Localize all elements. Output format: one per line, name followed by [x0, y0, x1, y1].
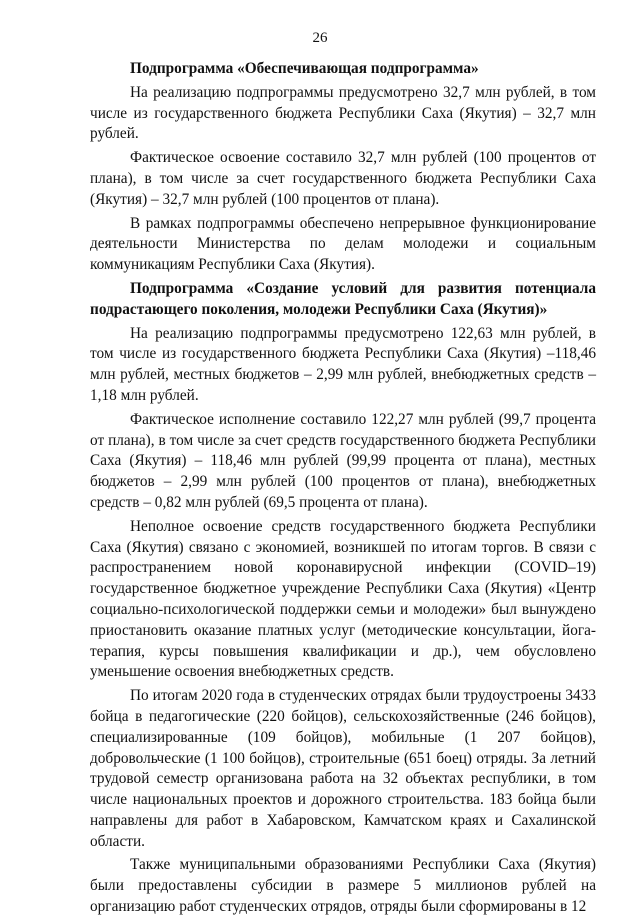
- paragraph: Неполное освоение средств государственного бюджета Республики Саха (Якутия) связано с экономией, возникшей по итогам торгов. В связи с распространением новой коронавирусной инфекции (COVID–19) государственное бюджетное учреждение Республики Саха (Якутия) «Центр социально-психологической поддержки семьи и молодежи» был вынуждено приостановить оказание платных услуг (методические консультации, йога-терапия, курсы повышения квалификации и др.), чем обусловлено уменьшение освоения внебюджетных средств.: [90, 517, 596, 681]
- paragraph: Также муниципальными образованиями Республики Саха (Якутия) были предоставлены субсидии в размере 5 миллионов рублей на организацию работ студенческих отрядов, отряды были сформированы в 12: [90, 856, 596, 916]
- paragraph: Фактическое исполнение составило 122,27 млн рублей (99,7 процента от плана), в том числе за счет средств государственного бюджета Республики Саха (Якутия) – 118,46 млн рублей (99,99 процента от плана), местных бюджетов – 2,99 млн рублей (100 процентов от плана), внебюджетных средств – 0,82 млн рублей (69,5 процента от плана).: [90, 410, 596, 511]
- paragraph: На реализацию подпрограммы предусмотрено 32,7 млн рублей, в том числе из государственного бюджета Республики Саха (Якутия) – 32,7 млн рублей.: [90, 83, 596, 143]
- paragraph: В рамках подпрограммы обеспечено непрерывное функционирование деятельности Министерства по делам молодежи и социальным коммуникациям Республики Саха (Якутия).: [90, 214, 596, 274]
- section-heading-youth-subprogram: Подпрограмма «Создание условий для развития потенциала подрастающего поколения, молодежи Республики Саха (Якутия)»: [90, 279, 596, 318]
- page-number: 26: [312, 30, 328, 46]
- document-body: [90, 59, 596, 921]
- section-heading-support-subprogram: Подпрограмма «Обеспечивающая подпрограмма»: [130, 60, 479, 77]
- paragraph: Фактическое освоение составило 32,7 млн рублей (100 процентов от плана), в том числе за счет государственного бюджета Республики Саха (Якутия) – 32,7 млн рублей (100 процентов от плана).: [90, 149, 596, 208]
- paragraph: По итогам 2020 года в студенческих отрядах были трудоустроены 3433 бойца в педагогические (220 бойцов), сельскохозяйственные (246 бойцов), специализированные (109 бойцов), мобильные (1 207 бойцов), добровольческие (1 100 бойцов), строительные (651 боец) отряды. За летний трудовой семестр организована работа на 32 объектах республики, в том числе национальных проектов и дорожного строительства. 183 бойца были направлены для работ в Хабаровском, Камчатском краях и Сахалинской области.: [90, 687, 596, 850]
- paragraph: На реализацию подпрограммы предусмотрено 122,63 млн рублей, в том числе из государственного бюджета Республики Саха (Якутия) –118,46 млн рублей, местных бюджетов – 2,99 млн рублей, внебюджетных средств – 1,18 млн рублей.: [90, 324, 596, 404]
